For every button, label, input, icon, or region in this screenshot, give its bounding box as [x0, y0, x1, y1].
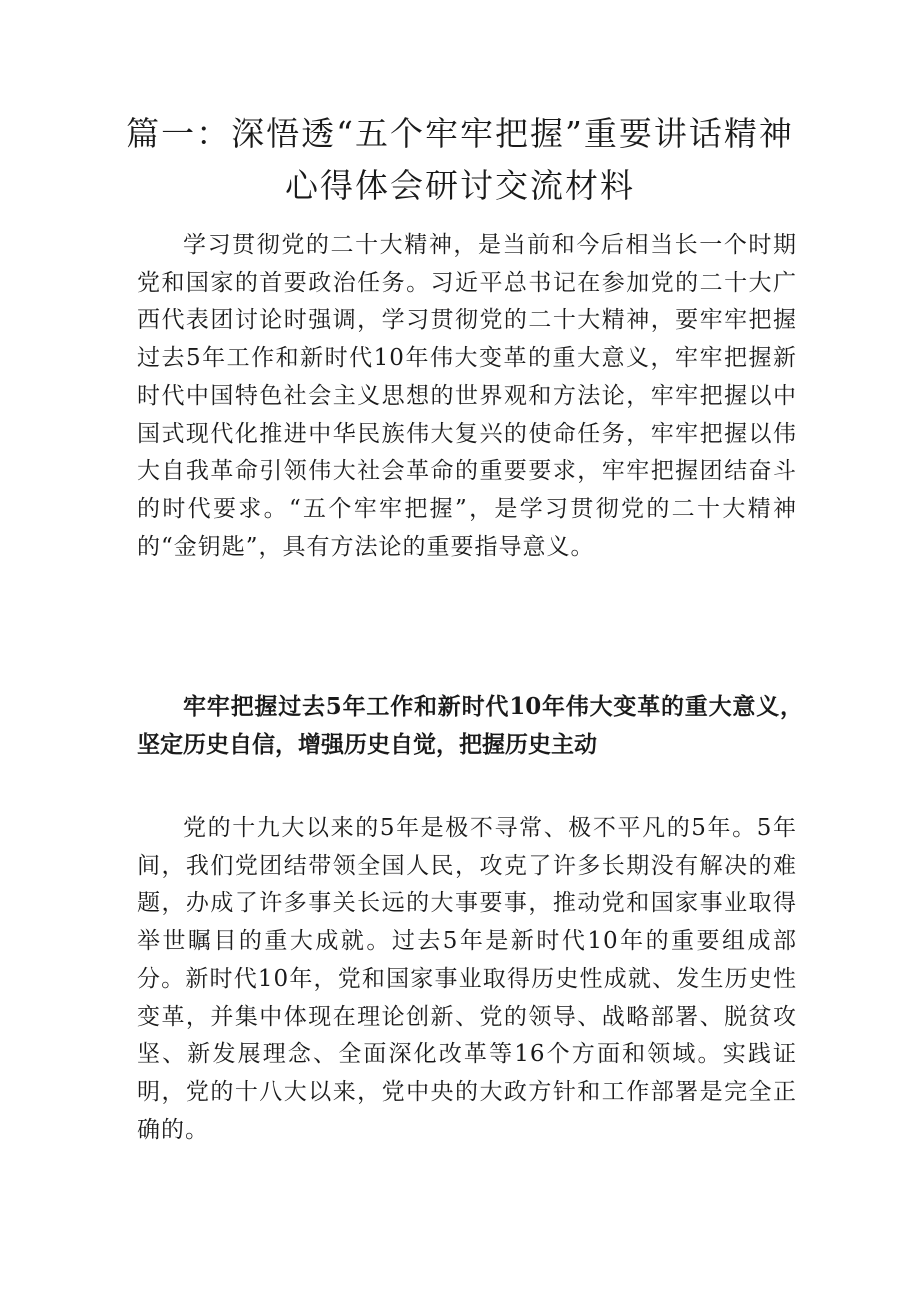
intro-paragraph: 学习贯彻党的二十大精神，是当前和今后相当长一个时期党和国家的首要政治任务。习近平总书记在参加党的二十大广西代表团讨论时强调，学习贯彻党的二十大精神，要牢牢把握过去5年工作和新时代10年伟大变革的重大意义，牢牢把握新时代中国特色社会主义思想的世界观和方法论，牢牢把握以中国式现代化推进中华民族伟大复兴的使命任务，牢牢把握以伟大自我革命引领伟大社会革命的重要要求，牢牢把握团结奋斗的时代要求。“五个牢牢把握”，是学习贯彻党的二十大精神的“金钥匙”，具有方法论的重要指导意义。: [137, 232, 797, 560]
section-heading: 牢牢把握过去5年工作和新时代10年伟大变革的重大意义，坚定历史自信，增强历史自觉，把握历史主动: [137, 693, 803, 758]
document-title: 篇一：深悟透“五个牢牢把握”重要讲话精神心得体会研讨交流材料: [126, 114, 794, 205]
section-paragraph: 党的十九大以来的5年是极不寻常、极不平凡的5年。5年间，我们党团结带领全国人民，攻克了许多长期没有解决的难题，办成了许多事关长远的大事要事，推动党和国家事业取得举世瞩目的重大成就。过去5年是新时代10年的重要组成部分。新时代10年，党和国家事业取得历史性成就、发生历史性变革，并集中体现在理论创新、党的领导、战略部署、脱贫攻坚、新发展理念、全面深化改革等16个方面和领域。实践证明，党的十八大以来，党中央的大政方针和工作部署是完全正确的。: [137, 815, 797, 1143]
